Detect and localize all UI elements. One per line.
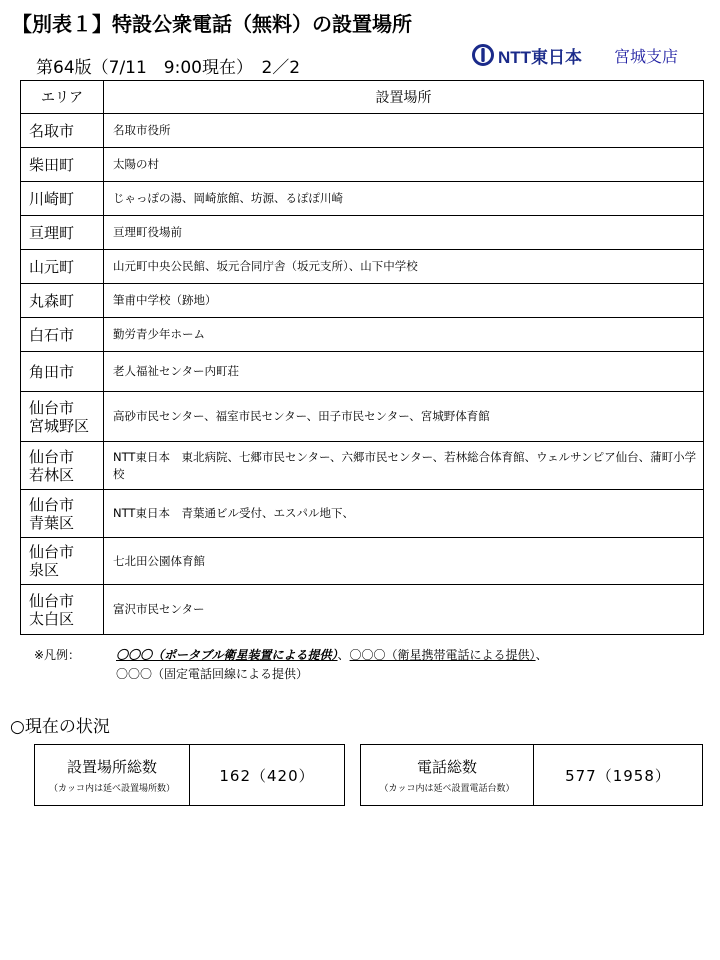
location-cell: 山元町中央公民館、坂元合同庁舎（坂元支所）、山下中学校 xyxy=(104,250,704,284)
area-cell xyxy=(21,250,104,284)
area-cell xyxy=(21,442,104,490)
status-title: ○現在の状況 xyxy=(10,717,110,737)
sites-total-box xyxy=(34,744,345,806)
area-name: 太白区 xyxy=(29,609,75,628)
table-row xyxy=(21,490,704,538)
area-cell xyxy=(21,538,104,585)
header-location: 設置場所 xyxy=(104,81,704,114)
area-name: 仙台市 xyxy=(29,398,75,417)
phones-total-label-cell xyxy=(361,745,534,805)
area-name: 仙台市 xyxy=(29,591,75,610)
logo-text: NTT東日本 xyxy=(498,47,583,67)
table-row xyxy=(21,442,704,490)
branch-name: 宮城支店 xyxy=(614,47,679,66)
area-cell xyxy=(21,318,104,352)
location-cell: 勤労青少年ホーム xyxy=(104,318,704,352)
legend-satellite-phone: 〇〇〇（衛星携帯電話による提供） xyxy=(349,648,536,662)
location-table xyxy=(20,80,704,635)
legend-fixed-line: 〇〇〇（固定電話回線による提供） xyxy=(116,667,309,681)
table-row xyxy=(21,318,704,352)
ntt-logo xyxy=(472,42,582,68)
area-name: 仙台市 xyxy=(29,543,75,561)
area-name: 角田市 xyxy=(29,362,75,381)
phones-total-sublabel: （カッコ内は延べ設置電話台数） xyxy=(379,784,515,794)
legend-portable-satellite: 〇〇〇（ポータブル衛星装置による提供） xyxy=(116,648,338,662)
phones-total-box xyxy=(360,744,703,806)
sites-total-label-cell xyxy=(35,745,190,805)
location-cell: 老人福祉センター内町荘 xyxy=(104,352,704,392)
location-cell: 太陽の村 xyxy=(104,148,704,182)
area-cell xyxy=(21,585,104,635)
table-row xyxy=(21,284,704,318)
area-cell xyxy=(21,216,104,250)
phones-total-label: 電話総数 xyxy=(416,758,477,776)
area-name: 名取市 xyxy=(29,121,75,140)
table-row xyxy=(21,250,704,284)
area-name: 白石市 xyxy=(29,325,75,344)
table-row xyxy=(21,352,704,392)
location-cell: 亘理町役場前 xyxy=(104,216,704,250)
table-row xyxy=(21,182,704,216)
page-title: 【別表１】特設公衆電話（無料）の設置場所 xyxy=(12,12,412,36)
location-cell: NTT東日本 青葉通ビル受付、エスパル地下、 xyxy=(104,490,704,538)
area-cell xyxy=(21,392,104,442)
area-name: 亘理町 xyxy=(29,223,75,242)
area-name: 丸森町 xyxy=(29,291,75,310)
sites-total-sublabel: （カッコ内は延べ設置場所数） xyxy=(49,784,175,794)
area-cell xyxy=(21,284,104,318)
legend-separator: 、 xyxy=(337,648,350,662)
area-cell xyxy=(21,114,104,148)
location-cell: じゃっぽの湯、岡崎旅館、坊源、るぽぽ川崎 xyxy=(104,182,704,216)
area-name: 宮城野区 xyxy=(29,416,90,435)
location-cell: 七北田公園体育館 xyxy=(104,538,704,585)
area-name: 青葉区 xyxy=(29,513,75,532)
area-cell xyxy=(21,490,104,538)
table-header-row xyxy=(21,81,704,114)
table-row xyxy=(21,148,704,182)
header-area: エリア xyxy=(21,81,104,114)
legend-body xyxy=(116,646,548,684)
area-cell xyxy=(21,148,104,182)
location-cell: NTT東日本 東北病院、七郷市民センター、六郷市民センター、若林総合体育館、ウェルサンピア仙台、蒲町小学校 xyxy=(104,442,704,490)
sites-total-label: 設置場所総数 xyxy=(66,758,157,776)
area-name: 仙台市 xyxy=(29,447,75,466)
table-row xyxy=(21,114,704,148)
area-name: 泉区 xyxy=(29,561,60,579)
edition-info: 第64版（7/11 9:00現在） 2／2 xyxy=(36,58,301,78)
area-name: 若林区 xyxy=(29,465,75,484)
area-name: 仙台市 xyxy=(29,495,75,514)
table-row xyxy=(21,216,704,250)
table-row xyxy=(21,538,704,585)
area-name: 柴田町 xyxy=(29,155,75,174)
legend-separator: 、 xyxy=(535,648,548,662)
location-cell: 名取市役所 xyxy=(104,114,704,148)
sites-total-value: 162（420） xyxy=(219,766,315,785)
area-name: 川崎町 xyxy=(29,189,75,208)
table-row xyxy=(21,392,704,442)
location-cell: 筆甫中学校（跡地） xyxy=(104,284,704,318)
phones-total-value: 577（1958） xyxy=(565,766,671,785)
area-name: 山元町 xyxy=(29,257,75,276)
table-row xyxy=(21,585,704,635)
area-cell xyxy=(21,182,104,216)
location-cell: 富沢市民センター xyxy=(104,585,704,635)
location-cell: 高砂市民センター、福室市民センター、田子市民センター、宮城野体育館 xyxy=(104,392,704,442)
area-cell xyxy=(21,352,104,392)
legend-label: ※凡例： xyxy=(34,648,81,662)
ntt-logo-icon xyxy=(472,44,494,66)
